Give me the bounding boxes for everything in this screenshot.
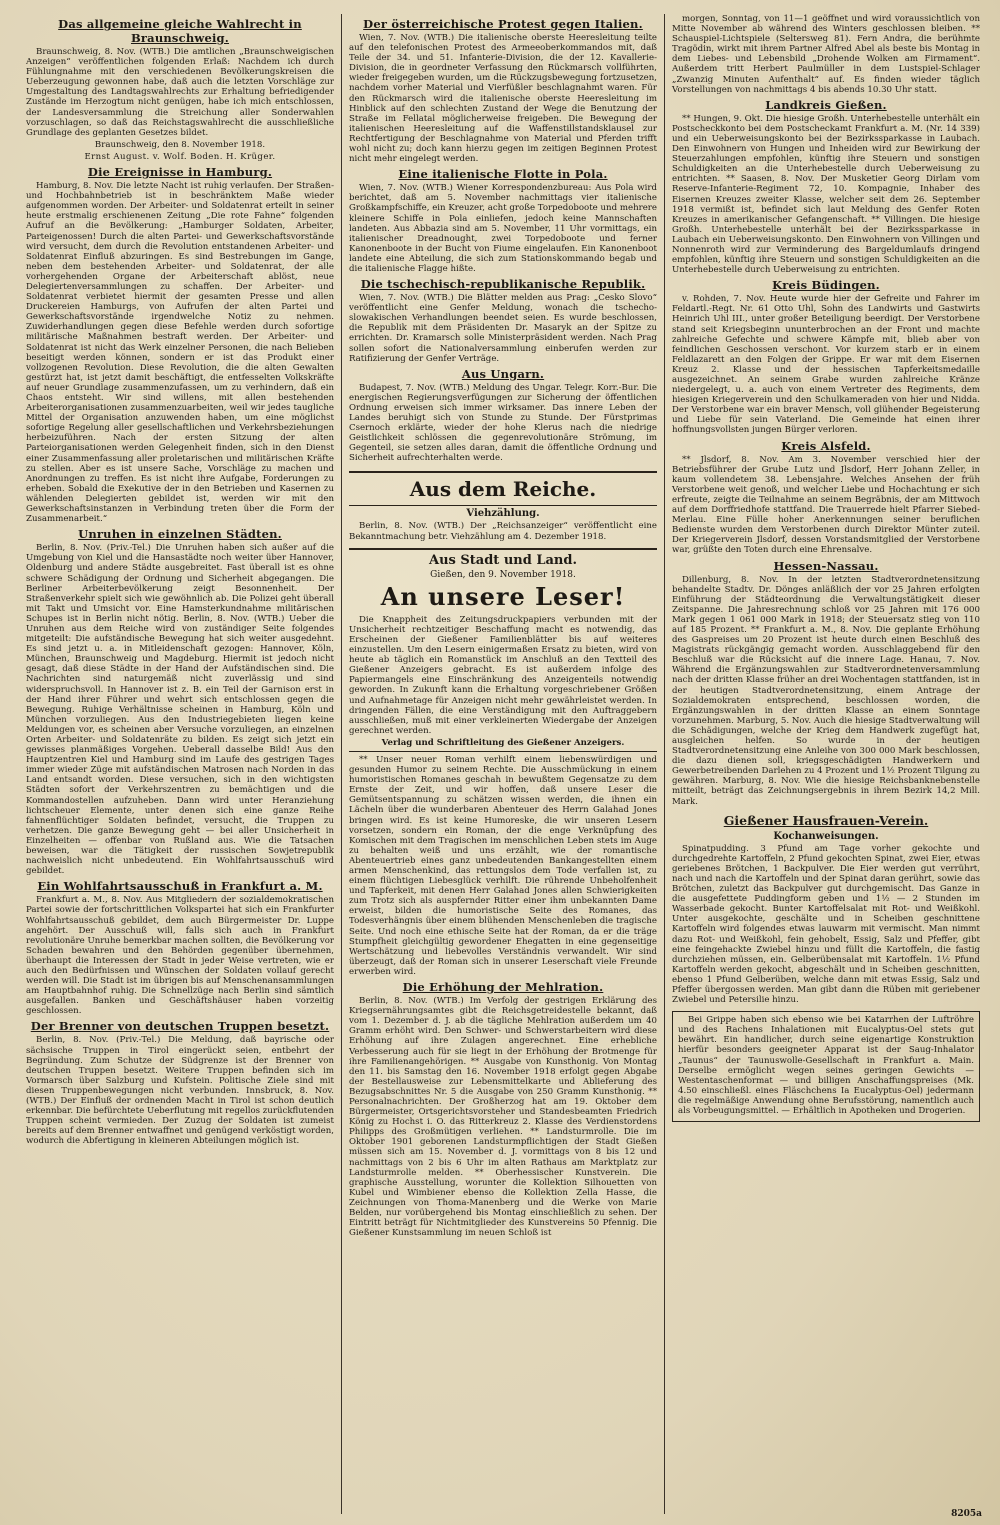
article-text: morgen, Sonntag, von 11—1 geöffnet und wird voraussichtlich von Mitte November ab während des Winters geschlossen bleiben. ** Schauspiel-Lichtspiele (Seltersweg 81). Fern Andra, die berühmte Tragödin, wirkt mit ihrem Partner Alfred Abel als beste bis Montag in dem Liebes- und Lebensbild „Drohende Wolken am Firmament“. Außerdem tritt Herbert Paulmüller in dem Lustspiel-Schlager „Zwanzig Minuten Aufenthalt“ auf. Es finden wieder täglich Vorstellungen von nachmittags 4 bis abends 10.30 Uhr statt. [672, 14, 980, 95]
article-title: Der Brenner von deutschen Truppen besetzt. [30, 1019, 330, 1034]
article-signers: Ernst August. v. Wolf. Boden. H. Krüger. [84, 151, 276, 162]
article-title: Aus Ungarn. [461, 366, 545, 381]
column-3 [668, 14, 984, 1514]
local-dateline: Gießen, den 9. November 1918. [430, 569, 576, 580]
separator [349, 751, 657, 752]
columns [22, 14, 984, 1514]
section-heading: Aus Stadt und Land. [349, 548, 657, 568]
appeal-heading: An unsere Leser! [380, 581, 626, 611]
article-text: Wien, 7. Nov. (WTB.) Wiener Korrespondenzbureau: Aus Pola wird berichtet, daß am 5. November nachmittags vier italienische Großkampfschiffe, ein Kreuzer, acht große Torpedoboote und mehrere kleinere Schiffe in Pola einliefen, jedoch keine Mannschaften landeten. Aus Abbazia sind am 5. November, 11 Uhr vormittags, ein italienischer Dreadnought, zwei Torpedoboote und ferner Kanonenboote in der Bucht von Fiume eingelaufen. Ein Kanonenboot landete eine Abteilung, die sich zum Stationskommando begab und die italienische Flagge hißte. [349, 183, 657, 274]
article-title: Die Erhöhung der Mehlration. [402, 980, 604, 995]
article-title: Die Ereignisse in Hamburg. [87, 165, 273, 180]
article-text: ** Unser neuer Roman verhilft einem liebenswürdigen und gesunden Humor zu seinem Rechte. Die Ausschmückung in einem humoristischen Romanes geschah in bewußtem Gegensatze zu dem Ernste der Zeit, und wir hoffen, daß unsere Leser die Gemütsentspannung zu schätzen wissen werden, die ihnen ein Lächeln über die wunderbaren Abenteuer des Herrn Galahad Jones bringen wird. Es ist keine Humoreske, die wir unseren Lesern vorsetzen, sondern ein Roman, der die enge Verknüpfung des Komischen mit dem Tragischen im menschlichen Leben stets im Auge zu behalten weiß und uns erzählt, wie der romantische Abenteuertrieb eines ganz unbedeutenden Bankangestellten einem armen Menschenkind, das rettungslos dem Tode verfallen ist, zu einem flüchtigen Liebesglück verhilft. Die rührende Unbeholfenheit und Tapferkeit, mit denen Herr Galahad Jones allen Schwierigkeiten zum Trotz sich als auspfernder Ritter einer ihm unbekannten Dame erweist, bilden die humoristische Seite des Romanes, das Todesverhängnis über einem blühenden Menschenleben die tragische Seite. Und noch eine ethische Seite hat der Roman, da er die träge Stumpfheit gleichgültig gewordener Ehegatten in eine gegenseitige Wertschätzung und liebevolles Verständnis verwandelt. Wir sind überzeugt, daß der Roman sich in unserer Leserschaft viele Freunde erwerben wird. [349, 754, 657, 977]
article-text: Dillenburg, 8. Nov. In der letzten Stadtverordnetensitzung behandelte Stadtv. Dr. Dönges anläßlich der vor 25 Jahren erfolgten Einführung der Städteordnung die Verwaltungstätigkeit dieser Zeitspanne. Die Jahresrechnung schloß vor 25 Jahren mit 176 000 Mark gegen 1 061 000 Mark in 1918; der Steuersatz stieg von 110 auf 185 Prozent. ** Frankfurt a. M., 8. Nov. Die geplante Erhöhung des Gaspreises um 20 Prozent ist heute durch einen Beschluß des Magistrats rückgängig gemacht worden. Ausschlaggebend für den Beschluß war die Rücksicht auf die innere Lage. Hanau, 7. Nov. Während die Ergänzungswahlen zur Stadtverordnetenversammlung nach der dritten Klasse früher an drei Wochentagen stattfanden, ist in der heutigen Stadtverordnetensitzung, einem Antrage der Sozialdemokraten entsprechend, beschlossen worden, die Ergänzungswahlen in der dritten Klasse an einem Sonntage vorzunehmen. Marburg, 5. Nov. Auch die hiesige Stadtverwaltung will die Schädigungen, welche der Krieg dem Handwerk zugefügt hat, ausgleichen helfen. So wurde in der heutigen Stadtverordnetensitzung eine Anleihe von 300 000 Mark beschlossen, die dazu dienen soll, kriegsgeschädigten Handwerkern und Gewerbetreibenden Darlehen zu 4 Prozent und 1½ Prozent Tilgung zu gewähren. Marburg, 8. Nov. Wie die hiesige Reichsbanknebenstelle mitteilt, beträgt das Zeichnungsergebnis in ihrem Bezirk 14,2 Mill. Mark. [672, 574, 981, 807]
article-text: v. Rohden, 7. Nov. Heute wurde hier der Gefreite und Fahrer im Feldartl.-Regt. Nr. 61 Otto Uhl, Sohn des Landwirts und Gastwirts Heinrich Uhl III., unter großer Beteiligung beerdigt. Der Verstorbene stand seit Kriegsbeginn ununterbrochen an der Front und machte zahlreiche Gefechte und schwere Kämpfe mit, blieb aber von feindlichen Geschossen verschont. Vor kurzem starb er in einem Feldlazarett an den Folgen der Grippe. Er war mit dem Eisernen Kreuz 2. Klasse und der hessischen Tapferkeitsmedaille ausgezeichnet. An seinem Grabe wurden zahlreiche Kränze niedergelegt, u. a. auch von einem Vertreter des Regiments, dem hiesigen Kriegerverein und den Schulkameraden von hier und Nidda. Der Verstorbene war ein braver Mensch, voll glühender Begeisterung und Liebe für sein Vaterland. Die Gemeinde hat einen ihrer hoffnungsvollsten jungen Bürger verloren. [672, 294, 980, 436]
article-text: Berlin, 8. Nov. (WTB.) Der „Reichsanzeiger“ veröffentlicht eine Bekanntmachung betr. Viehzählung am 4. Dezember 1918. [349, 521, 657, 542]
column-divider [664, 14, 665, 1514]
article-dateline: Braunschweig, den 8. November 1918. [94, 139, 266, 150]
article-title: Der österreichische Protest gegen Italien. [363, 17, 643, 31]
article-title: Eine italienische Flotte in Pola. [398, 167, 608, 182]
article-title: Kreis Büdingen. [772, 278, 880, 293]
article-text: Budapest, 7. Nov. (WTB.) Meldung des Ungar. Telegr. Korr.-Bur. Die energischen Regierungsverfügungen zur Sicherung der öffentlichen Ordnung erweisen sich immer wirksamer. Das innere Leben der Landes beruhigt sich von Stunde zu Stunde. Der Fürstprimas Csernoch erklärte, wieder der hohe Klerus nach die niedrige Geistlichkeit schlössen die gegenrevolutionäre Strömung, im Gegenteil, sie setzen alles daran, damit die öffentliche Ordnung und Sicherheit aufrechterhalten werde. [349, 382, 657, 464]
article-title: Das allgemeine gleiche Wahlrecht in Braunschweig. [58, 17, 302, 45]
article-text: Spinatpudding. 3 Pfund am Tage vorher gekochte und durchgedrehte Kartoffeln, 2 Pfund gekochten Spinat, zwei Eier, etwas geriebenes Brötchen, 1 Backpulver. Die Eier werden gut verrührt, nach und nach die Kartoffeln und der Spinat daran gerührt, sowie das Brötchen, zuletzt das Backpulver gut durchgemischt. Das Ganze in die ausgefettete Puddingform geben und 1½ — 2 Stunden im Wasserbade gekocht. Bunter Kartoffelsalat mit Rot- und Weißkohl. Unter ausgekochte, geschälte und in Scheiben geschnittene Kartoffeln wird folgendes etwas lauwarm mit vermischt. Man nimmt dazu Rot- und Weißkohl, fein gehobelt, Essig, Salz und Pfeffer, gibt eine feingehackte Zwiebel hinzu und füllt die Kartoffeln, die fastig durchziehen müssen, ein. Gelberübensalat mit Kartoffeln. 1½ Pfund Kartoffeln werden gekocht, abgeschält und in Scheiben geschnitten, ebenso 1 Pfund Gelberüben, welche dann mit etwas Essig, Salz und Pfeffer übergossen werden. Man gibt dann die Rüben mit geriebener Zwiebel und Petersilie hinzu. [672, 843, 980, 1006]
advertisement-text: Bei Grippe haben sich ebenso wie bei Katarrhen der Luftröhre und des Rachens Inhalationen mit Eucalyptus-Oel stets gut bewährt. Ein handlicher, durch seine eigenartige Konstruktion hierfür besonders geeigneter Apparat ist der Saug-Inhalator „Taunus“ der Taunuswolle-Gesellschaft in Frankfurt a. Main. Derselbe ermöglicht wegen seines geringen Gewichts — Westentaschenformat — und billigen Anschaffungspreises (Mk. 4.50 einschließl. eines Fläschchens Ia Eucalyptus-Oel) jedermann die regelmäßige Anwendung ohne Berufsstörung, namentlich auch als Vorbeugungsmittel. — Erhältlich in Apotheken und Drogerien. [678, 1015, 974, 1116]
article-text: Die Knappheit des Zeitungsdruckpapiers verbunden mit der Unsicherheit rechtzeitiger Beschaffung macht es notwendig, das Erscheinen der Gießener Familienblätter bis auf weiteres einzustellen. Um den Lesern einigermaßen Ersatz zu bieten, wird von heute ab täglich ein Romanstück im Anschluß an den Textteil des Gießener Anzeigers gebracht. Es ist außerdem infolge des Papiermangels eine Einschränkung des Anzeigenteils notwendig geworden. In Zukunft kann die Erhaltung vorgeschriebener Größen und Aufnahmetage für Anzeigen nicht mehr gewährleistet werden. In dringenden Fällen, die eine Verständigung mit den Auftraggebern ausschließen, muß mit einer verkleinerten Wiedergabe der Anzeigen gerechnet werden. [349, 614, 657, 736]
advertisement-box [672, 1011, 980, 1122]
article-text: Wien, 7. Nov. (WTB.) Die italienische oberste Heeresleitung teilte auf den telefonischen Protest des Armeeoberkommandos mit, daß Teile der 34. und 51. Infanterie-Division, die der 12. Kavallerie-Division, die in geordneter Verfassung den Rückmarsch vollführten, wieder freigegeben wurden, um die Rückzugsbewegung fortzusetzen, nachdem vorher Material und Vierfüßler beschlagnahmt waren. Für den Rückmarsch wird die italienische oberste Heeresleitung im Hinblick auf den schlechten Zustand der Wege die Benutzung der Straße im Fellatal möglicherweise freigeben. Die Bewegung der italienischen Heeresleitung auf die Waffenstillstandsklausel zur Rechtfertigung der Beschlagnahme von Material und Pferden trifft wohl nicht zu; doch kann hierzu gegen im zeitigen Beginnen Protest nicht mehr eingelegt werden. [349, 33, 657, 165]
page-number: 8205a [951, 1509, 982, 1519]
article-title: Kreis Alsfeld. [781, 438, 871, 453]
article-title: Ein Wohlfahrtsausschuß in Frankfurt a. M. [37, 879, 323, 894]
article-text: Wien, 7. Nov. (WTB.) Die Blätter melden aus Prag: „Cesko Slovo“ veröffentlicht eine Genfer Meldung, wonach die tschecho-slowakischen Verhandlungen beendet seien. Es wurde beschlossen, die Republik mit dem Präsidenten Dr. Masaryk an der Spitze zu errichten. Dr. Kramarsch solle Ministerpräsident werden. Nach Prag sollen sofort die Nationalversammlung einberufen werden zur Ratifizierung der Genfer Verträge. [349, 293, 657, 364]
article-text: Hamburg, 8. Nov. Die letzte Nacht ist ruhig verlaufen. Der Straßen- und Hochbahnbetrieb ist in beschränktem Maße wieder aufgenommen worden. Der Arbeiter- und Soldatenrat erteilt in seiner heute erstmalig erschienenen Zeitung „Die rote Fahne“ folgenden Aufruf an die Bevölkerung: „Hamburger Soldaten, Arbeiter, Parteigenossen! Durch die alten Partei- und Gewerkschaftsvorstände wird versucht, dem durch die Revolution entstandenen Arbeiter- und Soldatenrat Einfluß abzuringen. Es sind Bestrebungen im Gange, neben dem bestehenden Arbeiter- und Soldatenrat, der alle vorhergehenden Organe der Arbeiterschaft ablöst, neue Delegiertenversammlungen zu schaffen. Der Arbeiter- und Soldatenrat verbietet hiermit der gesamten Presse und allen Druckereien Hamburgs, von Aufrufen der alten Partei und Gewerkschaftsvorstände irgendwelche Notiz zu nehmen. Zuwiderhandlungen gegen diese Befehle werden durch sofortige militärische Maßnahmen bestraft werden. Der Arbeiter- und Soldatenrat ist nicht das Werk einzelner Personen, die nach Belieben beseitigt werden können, sondern er ist das Produkt einer vollzogenen Revolution. Diese Revolution, die die alten Gewalten gestürzt hat, ist jetzt damit beschäftigt, die entfesselten Volkskräfte auf neuer Grundlage zusammenzufassen, um zu verhindern, daß ein Chaos entsteht. Wir sind willens, mit allen bestehenden Arbeiterorganisationen zusammenzuarbeiten, weil wir jedes taugliche Mittel der Organisation anzuwenden haben, um eine möglichst sofortige Regelung aller gesellschaftlichen und Verkehrsbeziehungen herbeizuführen. Nach der ersten Sitzung der alten Parteiorganisationen werden Gelegenheit finden, sich in den Dienst einer Zusammenfassung aller proletarischen und militärischen Kräfte zu stellen. Aber es ist unsere Sache, Vorschläge zu machen und Anordnungen zu treffen. Es ist nicht ihre Aufgabe, Forderungen zu erheben. Sobald die Exekutive der in den Betrieben und Kasernen zu wählenden Delegierten gebildet ist, werden wir mit den Gewerkschaftsinstanzen in Verbindung treten über die Form der Zusammenarbeit.“ [26, 181, 334, 525]
article-text: ** Jlsdorf, 8. Nov. Am 3. November verschied hier der Betriebsführer der Grube Lutz und Jlsdorf, Herr Johann Zeller, in kaum vollendetem 38. Lebensjahre. Welches Ansehen der früh Verstorbene weit genoß, und welcher Liebe und Hochachtung er sich erfreute, zeigte die Teilnahme an seinem Begräbnis, der am Mittwoch auf dem Dorffriedhofe stattfand. Die Trauerrede hielt Pfarrer Siebed-Merlau. Eine Fülle hoher Anerkennungen seiner beruflichen Bedienste wurden dem Verstorbenen durch Direktor Münter zuteil. Der Kriegerverein Jlsdorf, dessen Vorstandsmitglied der Verstorbene war, grüßte den Toten durch eine Ehrensalve. [672, 454, 980, 556]
article-text: Frankfurt a. M., 8. Nov. Aus Mitgliedern der sozialdemokratischen Partei sowie der fortschrittlichen Volkspartei hat sich ein Frankfurter Wohlfahrtsausschuß gebildet, dem auch Bürgermeister Dr. Luppe angehört. Der Ausschuß will, falls sich auch in Frankfurt revolutionäre Unruhe bemerkbar machen sollten, die Bevölkerung vor Schaden bewahren und den Behörden gegenüber übernehmen, überhaupt die Interessen der Stadt in jeder Weise vertreten, wie er auch den Bedürfnissen und Wünschen der Soldaten vollauf gerecht werden will. Die Stadt ist im übrigen bis auf Menschenansammlungen am Hauptbahnhof ruhig. Die Schnellzüge nach Berlin sind sämtlich ausgefallen. Banken und Geschäftshäuser haben vorzeitig geschlossen. [26, 895, 334, 1017]
column-divider [341, 14, 342, 1514]
article-title: Die tschechisch-republikanische Republik. [360, 277, 646, 292]
publisher-signature: Verlag und Schriftleitung des Gießener Anzeigers. [381, 737, 625, 748]
article-text: Berlin, 8. Nov. (Priv.-Tel.) Die Unruhen haben sich außer auf die Umgebung von Kiel und die Hansastädte noch weiter über Hannover, Oldenburg und andere Städte ausgebreitet. Fast überall ist es ohne schwere Schädigung der Ordnung und Sicherheit abgegangen. Die Berliner Arbeiterbevölkerung zeigt Besonnenheit. Der Straßenverkehr spielt sich wie gewöhnlich ab. Die Polizei geht überall mit Takt und Umsicht vor. Eine Hamsterkundnahme militärischen Schupes ist in Berlin nicht nötig. Berlin, 8. Nov. (WTB.) Ueber die Unruhen aus dem Reiche wird von zuständiger Seite folgendes mitgeteilt: Die aufständische Bewegung hat sich weiter ausgedehnt. Es sind jetzt u. a. in Mitleidenschaft gezogen: Hannover, Köln, München, Braunschweig und Magdeburg. Hiermit ist jedoch nicht gesagt, daß diese Städte in der Hand der Aufständischen sind. Die Nachrichten sind naturgemäß nicht zuverlässig und sind widerspruchsvoll. In Hannover ist z. B. ein Teil der Garnison erst in der Hand ihrer Führer und wehrt sich entschlossen gegen die Bewegung. Ruhige Verhältnisse scheinen in Hamburg, Köln und München vorzuliegen. Aus den Industriegebieten liegen keine Meldungen vor, es scheinen aber Versuche vorzuliegen, an einzelnen Orten Arbeiter- und Soldatenräte zu bilden. Es zeigt sich jetzt ein gewisses planmäßiges Vorgehen. Ueberall dasselbe Bild! Aus den Hauptzentren Kiel und Hamburg sind im Laufe des gestrigen Tages immer wieder Züge mit aufständischen Matrosen nach Norden in das Land entsandt worden. Diese versuchen, sich in den wichtigsten Städten sofort der Verkehrszentren zu bemächtigen und die Kommandostellen aufzuheben. Dann wird unter Heranziehung lichtscheuer Elemente, unter denen sich eine ganze Reihe fahnenflüchtiger Soldaten befindet, versucht, die Truppen zu verhetzen. Die ganze Bewegung geht — bei aller Unsicherheit in Einzelheiten — offenbar von Rußland aus. Wie die Tatsachen beweisen, war die Tätigkeit der russischen Sowjetrepublik nachweislich nicht unbedeutend. Ein Wohlfahrtsausschuß wird gebildet. [26, 543, 334, 877]
section-subheading: Kochanweisungen. [773, 830, 879, 842]
article-title: Landkreis Gießen. [765, 97, 887, 112]
article-title: Hessen-Nassau. [773, 558, 879, 573]
article-title: Unruhen in einzelnen Städten. [78, 527, 282, 542]
section-heading: Gießener Hausfrauen-Verein. [723, 812, 929, 828]
article-text: Braunschweig, 8. Nov. (WTB.) Die amtlichen „Braunschweigischen Anzeigen“ veröffentlichen folgenden Erlaß: Nachdem ich durch Fühlungnahme mit den verschiedenen Bevölkerungskreisen die Ueberzeugung gewonnen habe, daß auch die letzten Vorschläge zur Umgestaltung des Landtagswahlrechts zur Erhaltung befriedigender Zustände im Herzogtum nicht genügen, habe ich mich entschlossen, der Landesversammlung die Streichung aller Sonderwahlen vorzuschlagen, so daß das Reichstagswahlrecht die ausschließliche Grundlage des geplanten Gesetzes bildet. [26, 47, 334, 138]
article-text: Berlin, 8. Nov. (WTB.) Im Verfolg der gestrigen Erklärung des Kriegsernährungsamtes gibt die Reichsgetreidestelle bekannt, daß vom 1. Dezember d. J. ab die tägliche Mehlration außerdem um 40 Gramm erhöht wird. Den Schwer- und Schwerstarbeitern wird diese Erhöhung auf ihre Zulagen angerechnet. Eine erhebliche Verbesserung auch für sie liegt in der Erhöhung der Brotmenge für ihre Familienangehörigen. ** Ausgabe von Kunsthonig. Von Montag den 11. bis Samstag den 16. November 1918 erfolgt gegen Abgabe der Bestellausweise zur Lebensmittelkarte und Ablieferung des Bezugsabschnittes Nr. 5 die Ausgabe von 250 Gramm Kunsthonig. ** Personalnachrichten. Der Großherzog hat am 19. Oktober dem Bürgermeister, Ortsgerichtsvorsteher und Standesbeamten Friedrich König zu Hochst i. O. das Ritterkreuz 2. Klasse des Verdienstordens Philipps des Großmütigen verliehen. ** Landsturmrolle. Die im Oktober 1901 geborenen Landsturmpflichtigen der Stadt Gießen müssen sich am 15. November d. J. vormittags von 8 bis 12 und nachmittags von 2 bis 6 Uhr im alten Rathaus am Marktplatz zur Landsturmrolle melden. ** Oberhessischer Kunstverein. Die graphische Ausstellung, worunter die Kollektion Silhouetten von Kubel und Wimbiener ebenso die Kollektion Zella Hasse, die Zeichnungen von Thoma-Manenberg und die Werke von Marie Belden, nur vorübergehend bis Montag einschließlich zu sehen. Der Eintritt beträgt für Nichtmitglieder des Kunstvereins 50 Pfennig. Die Gießener Kunstsammlung im neuen Schloß ist [349, 996, 657, 1239]
column-2 [345, 14, 661, 1514]
article-text: Berlin, 8. Nov. (Priv.-Tel.) Die Meldung, daß bayrische oder sächsische Truppen in Tirol eingerückt seien, entbehrt der Begründung. Zum Schutze der Südgrenze ist der Brenner von deutschen Truppen besetzt. Weitere Truppen befinden sich im Vormarsch über Salzburg und Kufstein. Politische Ziele sind mit diesen Truppenbewegungen nicht verbunden. Innsbruck, 8. Nov. (WTB.) Der Einfluß der ordnenden Macht in Tirol ist schon deutlich erkennbar. Die befürchtete Ueberflutung mit regellos zurückflutenden Truppen scheint vermieden. Der Zuzug der Soldaten ist zumeist bereits auf dem Brenner entwaffnet und genügend verköstigt worden, wodurch die Abfertigung in kleineren Abteilungen möglich ist. [26, 1035, 334, 1147]
column-1 [22, 14, 338, 1514]
section-heading: Aus dem Reiche. [349, 471, 657, 506]
article-text: ** Hungen, 9. Okt. Die hiesige Großh. Unterhebestelle unterhält ein Postscheckkonto bei dem Postscheckamt Frankfurt a. M. (Nr. 14 339) und ein Ueberweisungskonto bei der Bezirkssparkasse in Laubach. Den Einwohnern von Hungen und Inheiden wird zur Bewirkung der Steuerzahlungen empfohlen, künftig ihre Steuern und sonstigen Schuldigkeiten an die Unterhebestelle durch Ueberweisung zu entrichten. ** Saasen, 8. Nov. Der Musketier Georg Dirlam vom Reserve-Infanterie-Regiment 72, 10. Kompagnie, Inhaber des Eisernen Kreuzes zweiter Klasse, welcher seit dem 26. September 1918 vermißt ist, befindet sich laut Meldung des Genfer Roten Kreuzes in amerikanischer Gefangenschaft. ** Villingen. Die hiesige Großh. Unterhebestelle unterhält bei der Bezirkssparkasse in Laubach ein Ueberweisungskonto. Den Einwohnern von Villingen und Nonnenroth wird zur Verminderung des Bargeldumlaufs dringend empfohlen, künftig ihre Steuern und sonstigen Schuldigkeiten an die Unterhebestelle durch Ueberweisung zu entrichten. [672, 113, 980, 276]
section-subheading: Viehzählung. [466, 508, 540, 520]
